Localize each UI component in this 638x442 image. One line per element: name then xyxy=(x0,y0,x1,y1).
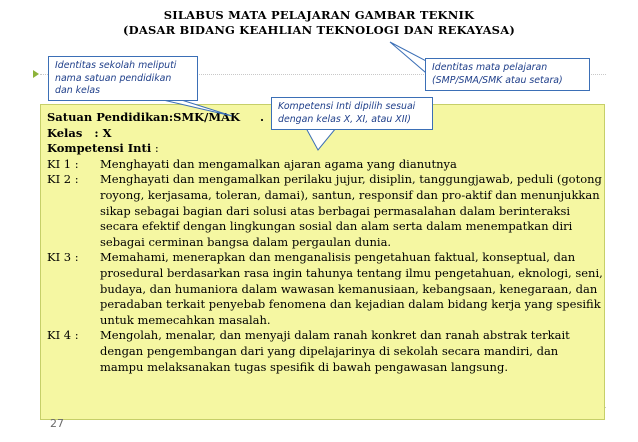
ki-label: KI 1 : xyxy=(47,156,79,171)
ki-callout-pointer xyxy=(306,128,336,150)
kompetensi-inti-colon: : xyxy=(151,141,159,156)
ki-text: Memahami, menerapkan dan menganalisis pengetahuan faktual, konseptual, dan prosedural berdasarkan rasa ingin tahunya tentang ilmu pengetahuan, eknologi, seni, budaya, dan humaniora dalam wawasan kemanusiaan, kebangsaan, kenegaraan, dan peradaban terkait penyebab fenomena dan kejadian dalam bidang kerja yang spesifik untuk memecahkan masalah. xyxy=(100,250,603,327)
school-identity-callout-text: Identitas sekolah meliputi nama satuan pendidikan dan kelas xyxy=(55,60,177,96)
ki-label: KI 4 : xyxy=(47,328,79,343)
kelas-line: Kelas : X xyxy=(47,125,112,140)
title-line-2: (DASAR BIDANG KEAHLIAN TEKNOLOGI DAN REKAYASA) xyxy=(123,23,515,37)
ki-text: Menghayati dan mengamalkan ajaran agama yang dianutnya xyxy=(100,156,457,171)
page-number: 27 xyxy=(50,417,64,430)
subject-identity-callout xyxy=(425,58,590,91)
kompetensi-inti-heading: Kompetensi Inti xyxy=(47,141,152,156)
subject-identity-callout-text: Identitas mata pelajaran (SMP/SMA/SMK atau setara) xyxy=(432,62,563,86)
kompetensi-inti-callout xyxy=(271,97,433,130)
ki-label: KI 3 : xyxy=(47,250,79,265)
title-line-1: SILABUS MATA PELAJARAN GAMBAR TEKNIK xyxy=(163,8,475,22)
school-identity-callout xyxy=(48,56,198,101)
satuan-pendidikan: Satuan Pendidikan:SMK/MAK xyxy=(47,110,240,124)
kompetensi-inti-callout-text: Kompetensi Inti dipilih sesuai dengan kelas X, XI, atau XII) xyxy=(278,101,416,125)
satuan-tail: . xyxy=(259,110,264,124)
ki-text: Menghayati dan mengamalkan perilaku jujur, disiplin, tanggungjawab, peduli (gotong royong, kerjasama, toleran, damai), santun, responsif dan pro-aktif dan menunjukkan sikap sebagai bagian dari solusi atas berbagai permasalahan dalam berinteraksi secara efektif dengan lingkungan sosial dan alam serta dalam menempatkan diri sebagai cerminan bangsa dalam pergaulan dunia. xyxy=(100,172,602,249)
ki-text: Mengolah, menalar, dan menyaji dalam ranah konkret dan ranah abstrak terkait dengan pengembangan dari yang dipelajarinya di sekolah secara mandiri, dan mampu melaksanakan tugas spesifik di bawah pengawasan langsung. xyxy=(100,328,570,374)
ki-label: KI 2 : xyxy=(47,172,79,187)
